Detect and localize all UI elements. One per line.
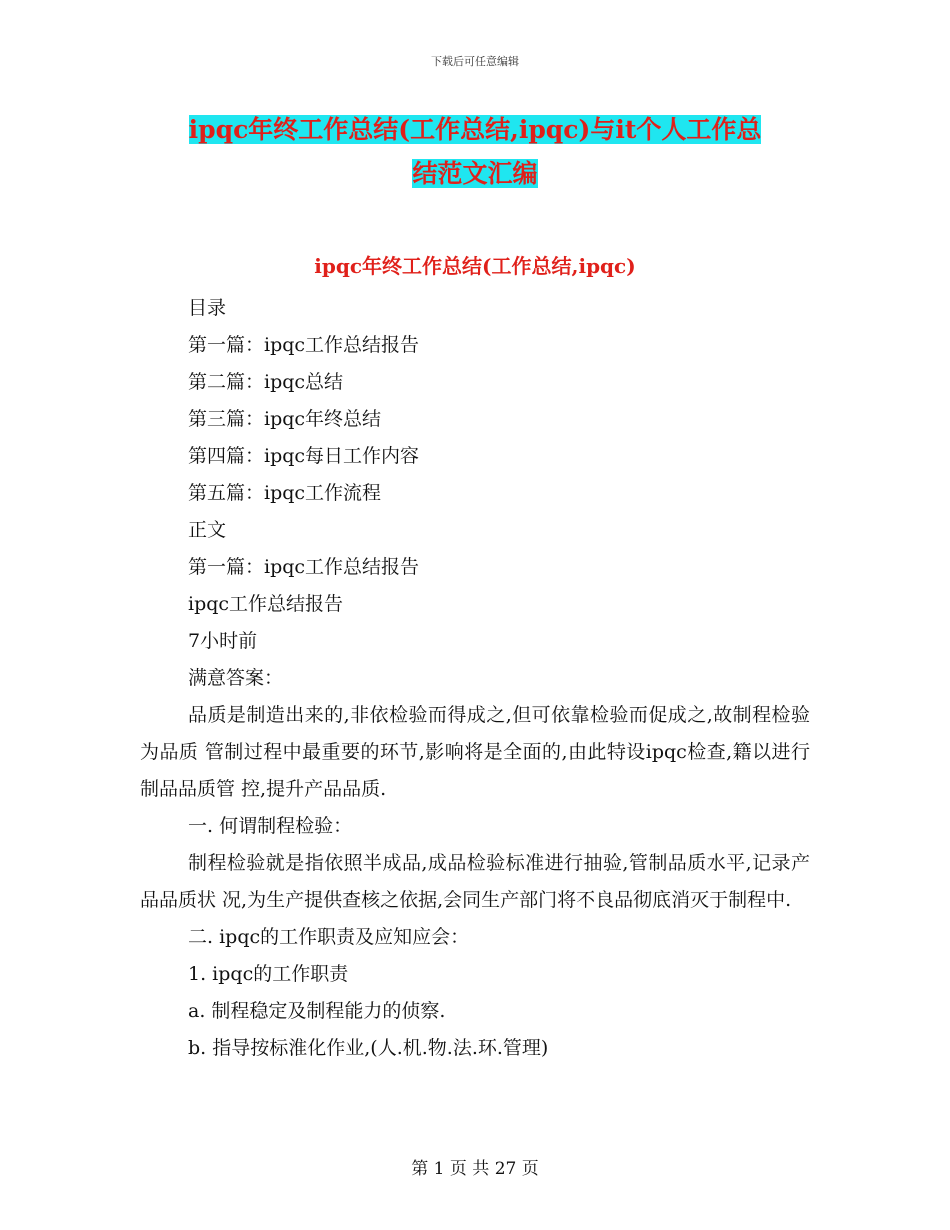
section-heading: 二. ipqc的工作职责及应知应会：: [188, 926, 470, 948]
document-title-line1: ipqc年终工作总结(工作总结,ipqc)与it个人工作总: [188, 115, 762, 144]
paragraph: 品质是制造出来的,非依检验而得成之,但可依靠检验而促成之,故制程检验为品质 管制过程中最重要的环节,影响将是全面的,由此特设ipqc检查,籍以进行制品品质管 控,提升产品品质.: [140, 704, 810, 800]
list-item: 1. ipqc的工作职责: [188, 963, 349, 985]
list-item: b. 指导按标淮化作业,(人.机.物.法.环.管理): [188, 1037, 549, 1059]
section-title: ipqc年终工作总结(工作总结,ipqc): [314, 254, 636, 278]
article-title: ipqc工作总结报告: [188, 593, 344, 615]
paragraph: 制程检验就是指依照半成品,成品检验标准进行抽验,管制品质水平,记录产品品质状 况,为生产提供查核之依据,会同生产部门将不良品彻底消灭于制程中.: [140, 852, 810, 911]
document-title-line2: 结范文汇编: [412, 159, 538, 188]
document-title: [140, 108, 810, 196]
chapter-heading: 第一篇：ipqc工作总结报告: [188, 556, 420, 578]
page-header-note: 下载后可任意编辑: [431, 55, 519, 68]
toc-item: 第五篇：ipqc工作流程: [188, 482, 382, 504]
toc-item: 第一篇：ipqc工作总结报告: [188, 334, 420, 356]
toc-item: 第二篇：ipqc总结: [188, 371, 344, 393]
toc-item: 第三篇：ipqc年终总结: [188, 408, 382, 430]
toc-item: 第四篇：ipqc每日工作内容: [188, 445, 420, 467]
document-body: [140, 290, 810, 1067]
list-item: a. 制程稳定及制程能力的侦察.: [188, 1000, 446, 1022]
answer-label: 满意答案：: [188, 667, 284, 689]
section-heading: 一. 何谓制程检验：: [188, 815, 353, 837]
body-heading: 正文: [188, 519, 227, 541]
article-time: 7小时前: [188, 630, 258, 652]
page-number: 第 1 页 共 27 页: [411, 1159, 539, 1179]
toc-heading: 目录: [188, 297, 227, 319]
